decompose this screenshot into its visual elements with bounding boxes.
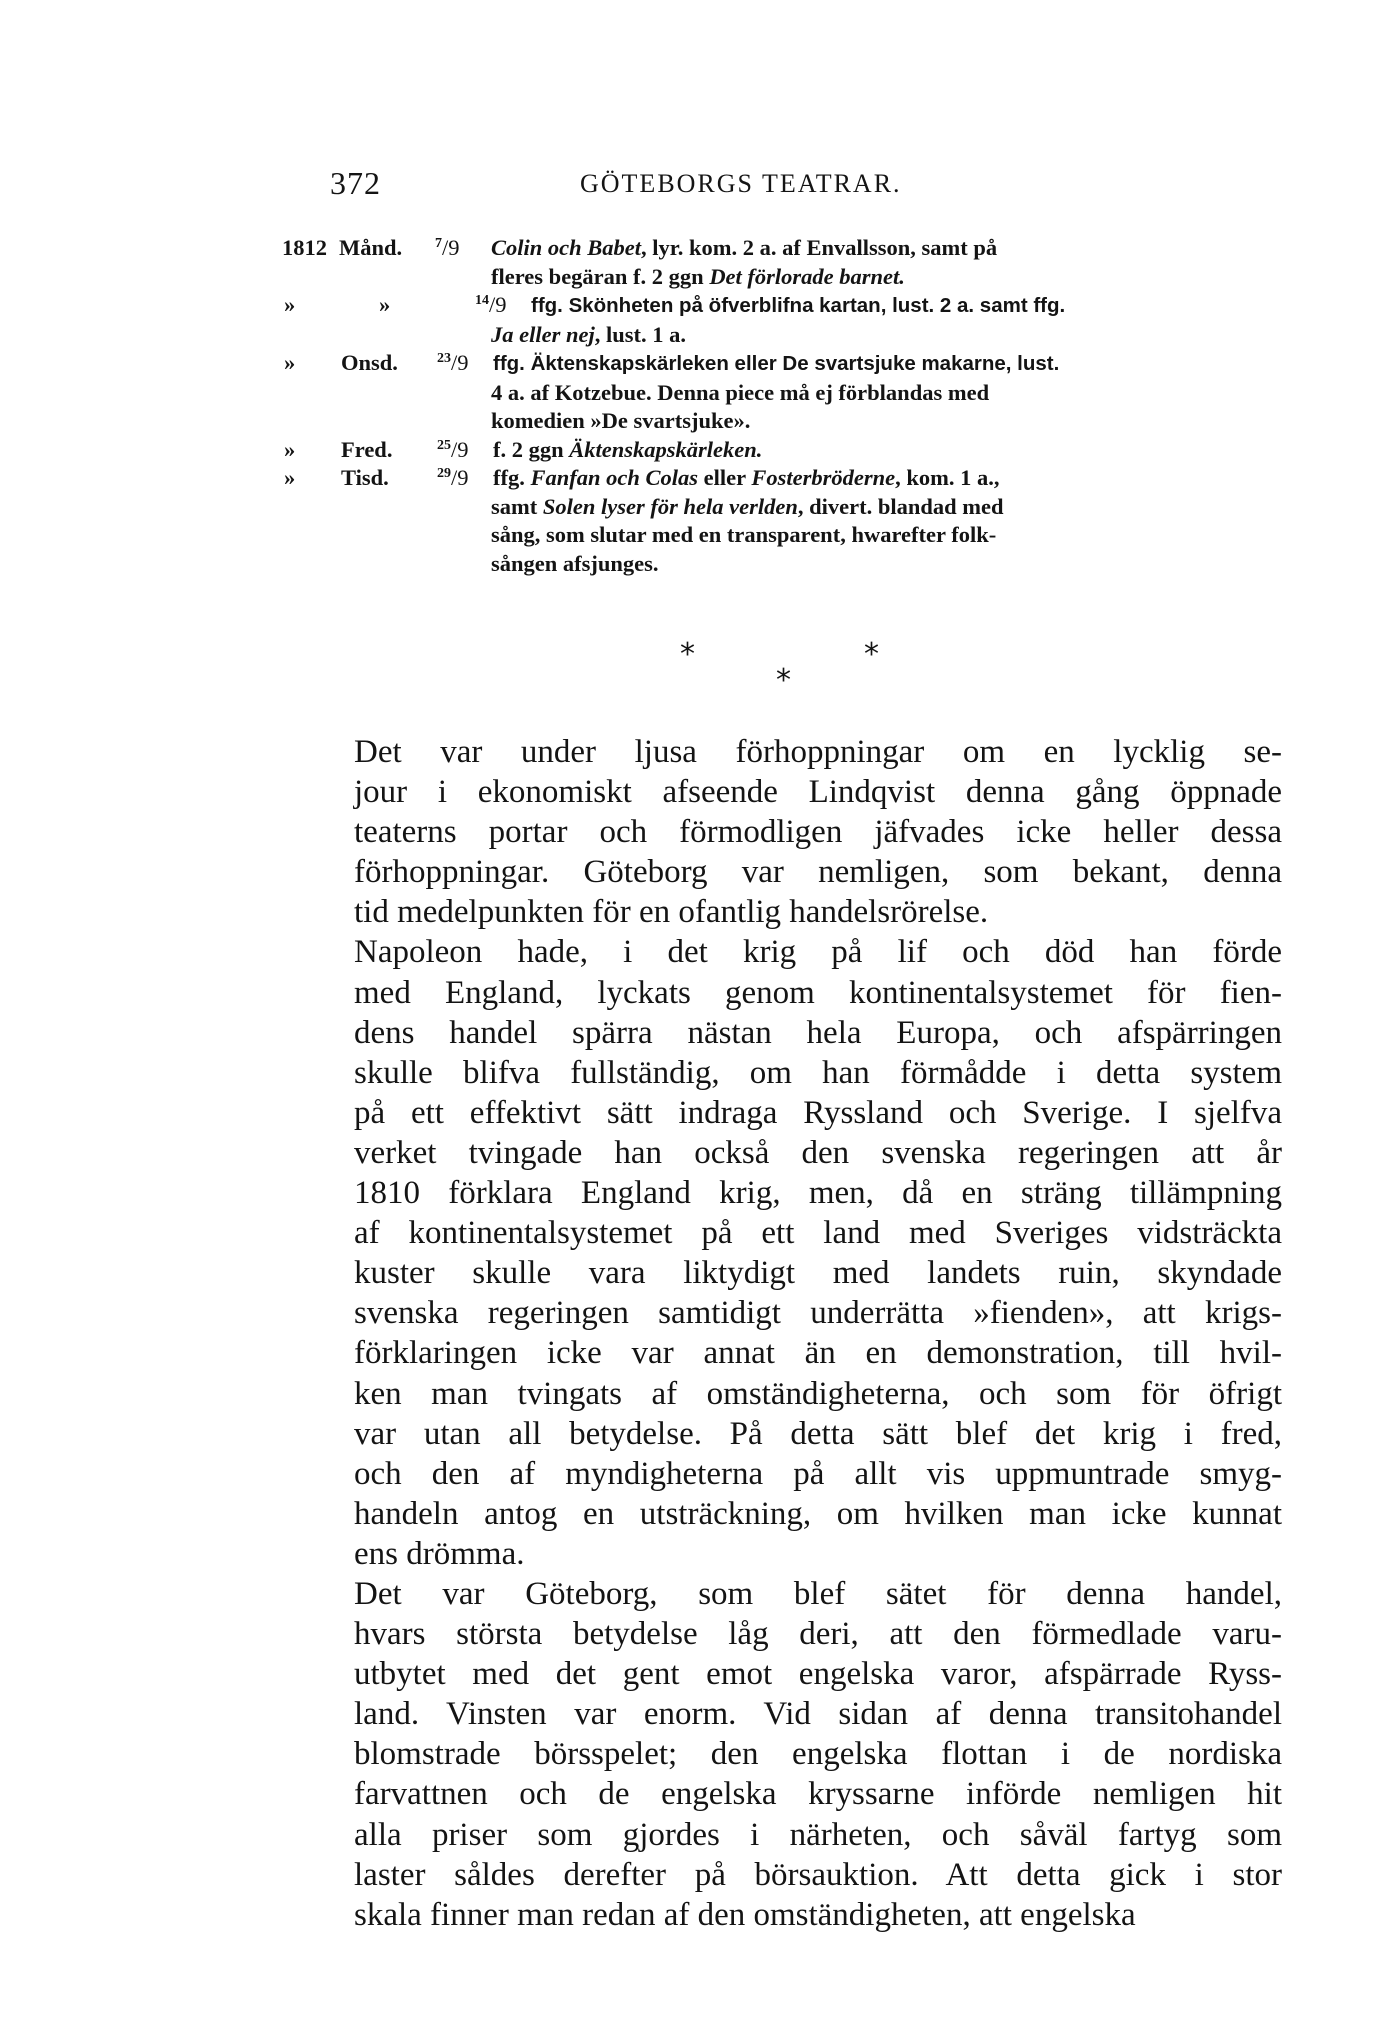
- log-entry-line: [282, 464, 1282, 493]
- log-text-segment: eller: [698, 465, 752, 490]
- log-entry-line: [282, 493, 1282, 522]
- log-text-segment: ffg.: [493, 465, 531, 490]
- date-day: 23: [437, 351, 451, 366]
- log-entry-line: [282, 550, 1282, 579]
- log-entry-line: [282, 349, 1282, 379]
- paragraph: [284, 932, 1282, 1574]
- text-line: laster såldes derefter på börsauktion. Att detta gick i stor: [354, 1856, 1282, 1893]
- log-text-segment: Solen lyser för hela verlden: [542, 493, 798, 519]
- log-text: [491, 379, 1281, 408]
- separator-star: *: [680, 637, 695, 672]
- log-date: $^{25}$/9: [437, 436, 469, 462]
- text-line: Napoleon hade, i det krig på lif och död han förde: [354, 934, 1282, 971]
- text-line: förklaringen icke var annat än en demonstration, till hvil-: [354, 1335, 1282, 1372]
- log-date: [435, 263, 491, 292]
- text-line: land. Vinsten var enorm. Vid sidan af denna transitohandel: [354, 1696, 1282, 1733]
- log-year: 1812: [282, 235, 327, 260]
- log-year: »: [284, 292, 296, 317]
- text-line: Det var Göteborg, som blef sätet för denna handel,: [354, 1575, 1282, 1612]
- log-text-segment: 4 a. af Kotzebue. Denna piece må ej förblandas med: [491, 379, 990, 405]
- log-weekday: Onsd.: [341, 350, 398, 375]
- log-weekday: [339, 550, 435, 579]
- page-number: 372: [330, 165, 381, 201]
- running-title: GÖTEBORGS TEATRAR.: [580, 169, 902, 198]
- log-text-segment: , lust. 1 a.: [594, 321, 686, 347]
- text-line: svenska regeringen samtidigt underrätta »fienden», att krigs-: [354, 1295, 1282, 1332]
- text-line: och den af myndigheterna på allt vis uppmuntrade smyg-: [354, 1455, 1282, 1492]
- log-year: [282, 493, 339, 522]
- text-line: jour i ekonomiskt afseende Lindqvist denna gång öppnade: [354, 774, 1282, 811]
- log-date: [435, 407, 491, 436]
- log-text-segment: Det förlorade barnet.: [709, 263, 905, 289]
- date-day: 25: [437, 437, 451, 453]
- performance-log: [282, 234, 1282, 578]
- text-line: utbytet med det gent emot engelska varor, afspärrade Ryss-: [354, 1656, 1282, 1693]
- text-line: kuster skulle vara liktydigt med landets ruin, skyndade: [354, 1255, 1282, 1292]
- log-text-segment: , kom. 1 a.,: [895, 465, 1000, 490]
- text-line: hvars största betydelse låg deri, att den förmedlade varu-: [354, 1616, 1282, 1653]
- log-text-segment: ffg. Äktenskapskärleken eller De svartsjuke makarne, lust.: [493, 352, 1060, 375]
- text-line: 1810 förklara England krig, men, då en sträng tillämpning: [354, 1175, 1282, 1212]
- log-weekday: Tisd.: [341, 465, 389, 490]
- text-line: ens drömma.: [354, 1535, 525, 1572]
- log-text-segment: Colin och Babet: [491, 235, 642, 260]
- log-year: [282, 521, 339, 550]
- date-month: 9: [457, 436, 469, 462]
- text-line: blomstrade börsspelet; den engelska flottan i de nordiska: [354, 1736, 1282, 1773]
- log-text: [491, 493, 1281, 522]
- log-text-segment: samt: [491, 493, 543, 519]
- log-date: [435, 493, 491, 522]
- log-date: $^7$/9: [435, 235, 460, 260]
- paragraph: [284, 732, 1282, 932]
- text-line: verket tvingade han också den svenska regeringen att år: [354, 1134, 1282, 1171]
- separator-star: *: [864, 637, 879, 672]
- log-text-segment: sången afsjunges.: [491, 550, 659, 576]
- text-line: skala finner man redan af den omständigheten, att engelska: [354, 1896, 1136, 1933]
- log-entry-line: [282, 407, 1282, 436]
- paragraph: [284, 1574, 1282, 1935]
- date-day: 7: [435, 236, 442, 251]
- log-year: [282, 407, 339, 436]
- text-line: dens handel spärra nästan hela Europa, och afspärringen: [354, 1014, 1282, 1051]
- log-date: [435, 321, 491, 350]
- log-entry-line: [282, 379, 1282, 408]
- log-year: [282, 379, 339, 408]
- text-line: Det var under ljusa förhoppningar om en lycklig se-: [354, 734, 1282, 770]
- log-text-segment: ffg. Skönheten på öfverblifna kartan, lust. 2 a. samt ffg.: [531, 294, 1066, 317]
- date-day: 29: [437, 466, 451, 481]
- log-text: [491, 521, 1281, 550]
- log-text-segment: Äktenskapskärleken.: [569, 436, 763, 462]
- log-date: $^{23}$/9: [437, 350, 469, 375]
- text-line: handeln antog en utsträckning, om hvilken man icke kunnat: [354, 1495, 1282, 1532]
- section-separator: [680, 637, 920, 700]
- log-entry-line: [282, 263, 1282, 292]
- log-text-segment: komedien »De svartsjuke».: [491, 408, 751, 433]
- log-text-segment: Fosterbröderne: [751, 465, 896, 490]
- text-line: teaterns portar och förmodligen jäfvades icke heller dessa: [354, 814, 1282, 851]
- log-text-segment: fleres begäran f. 2 ggn: [491, 263, 710, 289]
- log-text: [491, 321, 1281, 350]
- log-year: [282, 321, 339, 350]
- text-line: ken man tvingats af omständigheterna, och som för öfrigt: [354, 1375, 1282, 1412]
- log-year: [282, 550, 339, 579]
- log-entry-line: [282, 436, 1282, 465]
- log-weekday: [339, 379, 435, 408]
- log-year: »: [284, 465, 296, 490]
- date-month: 9: [457, 465, 469, 490]
- log-date: [435, 521, 491, 550]
- log-date: [435, 550, 491, 579]
- log-weekday: [339, 321, 435, 350]
- log-weekday: »: [379, 292, 391, 317]
- log-text-segment: , lyr. kom. 2 a. af Envallsson, samt på: [641, 235, 998, 260]
- text-line: tid medelpunkten för en ofantlig handelsrörelse.: [354, 894, 989, 931]
- date-month: 9: [495, 292, 507, 317]
- text-line: alla priser som gjordes i närheten, och såväl fartyg som: [354, 1816, 1282, 1853]
- body-text: [284, 732, 1282, 1935]
- log-text: [491, 263, 1281, 292]
- log-weekday: Månd.: [339, 235, 403, 260]
- log-entry-line: [282, 291, 1282, 321]
- log-text: [531, 291, 1321, 321]
- log-date: [435, 379, 491, 408]
- date-month: 9: [457, 350, 469, 375]
- log-text: [493, 436, 1283, 465]
- date-month: 9: [448, 235, 460, 260]
- log-text: [493, 464, 1283, 493]
- page-header: [330, 165, 970, 205]
- log-year: »: [284, 436, 296, 462]
- log-weekday: [339, 493, 435, 522]
- text-line: skulle blifva fullständig, om han förmådde i detta system: [354, 1054, 1282, 1091]
- log-year: »: [284, 350, 296, 375]
- log-weekday: [339, 407, 435, 436]
- text-line: på ett effektivt sätt indraga Ryssland och Sverige. I sjelfva: [354, 1094, 1282, 1131]
- log-weekday: [339, 263, 435, 292]
- log-text: [491, 550, 1281, 579]
- text-line: förhoppningar. Göteborg var nemligen, som bekant, denna: [354, 854, 1282, 891]
- log-text: [493, 349, 1283, 379]
- text-line: med England, lyckats genom kontinentalsystemet för fien-: [354, 974, 1282, 1011]
- log-text-segment: Ja eller nej: [491, 321, 595, 347]
- log-text-segment: f. 2 ggn: [493, 436, 570, 462]
- log-date: $^{29}$/9: [437, 465, 469, 490]
- log-text-segment: Fanfan och Colas: [530, 465, 699, 490]
- log-date: $^{14}$/9: [475, 292, 507, 317]
- log-weekday: [339, 521, 435, 550]
- log-text-segment: , divert. blandad med: [797, 493, 1004, 519]
- log-entry-line: [282, 234, 1282, 263]
- text-line: var utan all betydelse. På detta sätt blef det krig i fred,: [354, 1415, 1282, 1452]
- separator-star: *: [776, 663, 791, 698]
- log-text-segment: sång, som slutar med en transparent, hwarefter folk-: [491, 522, 997, 547]
- log-year: [282, 263, 339, 292]
- log-text: [491, 407, 1281, 436]
- log-entry-line: [282, 521, 1282, 550]
- log-weekday: Fred.: [341, 436, 393, 462]
- text-line: farvattnen och de engelska kryssarne införde nemligen hit: [354, 1776, 1282, 1813]
- date-day: 14: [475, 293, 489, 308]
- text-line: af kontinentalsystemet på ett land med Sveriges vidsträckta: [354, 1215, 1282, 1252]
- log-entry-line: [282, 321, 1282, 350]
- log-text: [491, 234, 1281, 263]
